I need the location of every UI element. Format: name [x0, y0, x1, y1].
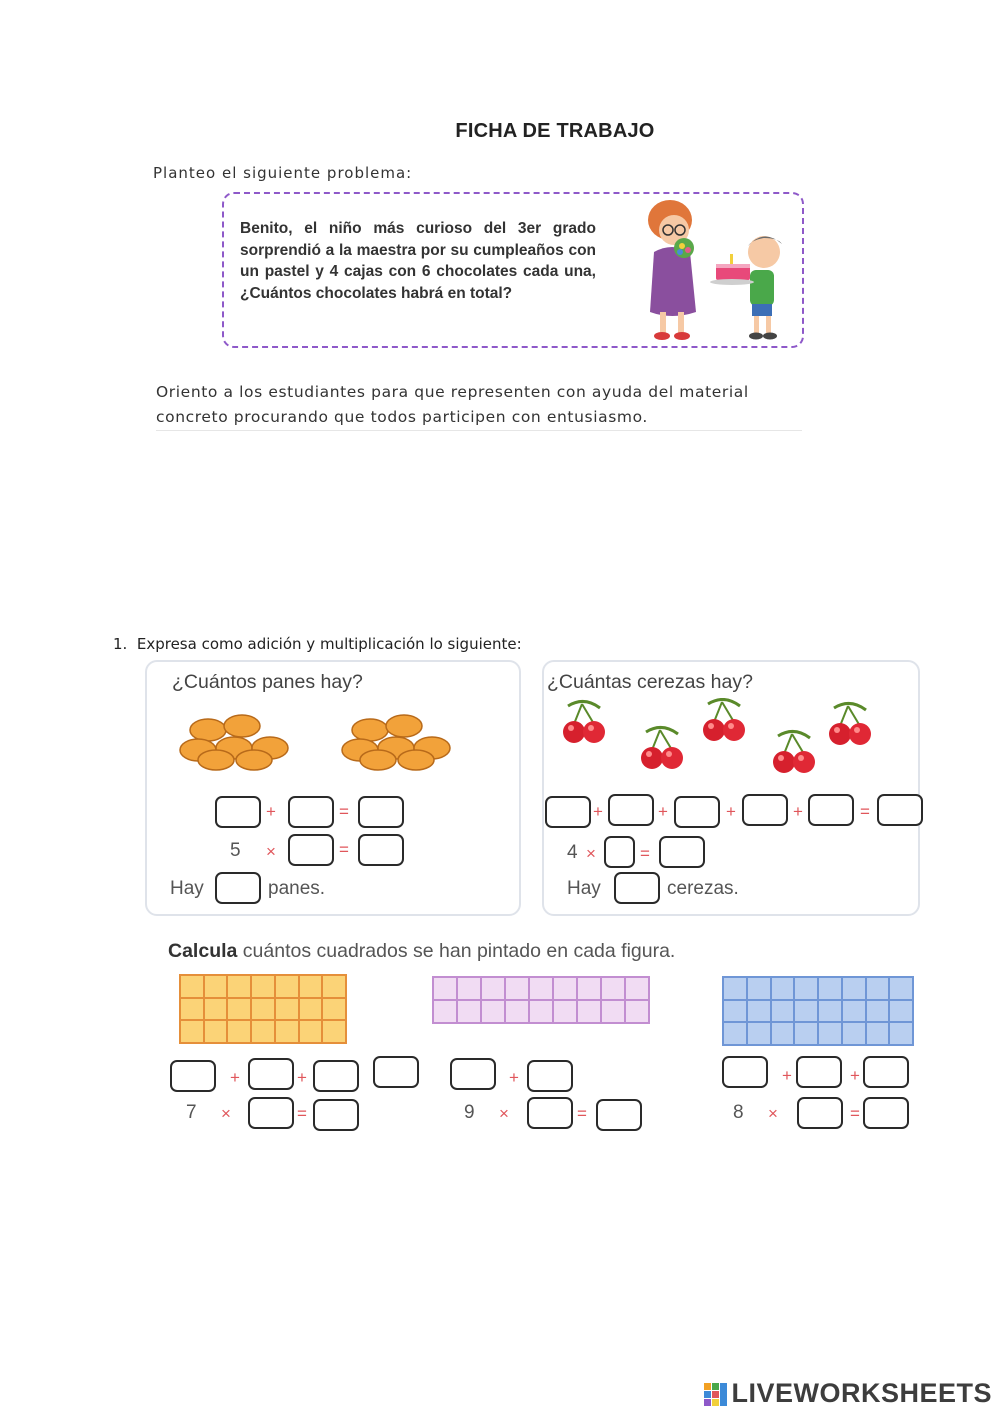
grid-square [842, 1000, 866, 1023]
logo-text: LIVEWORKSHEETS [731, 1378, 992, 1408]
grid-square [577, 1000, 601, 1023]
equals-sign: = [297, 1104, 307, 1123]
teacher-birthday-illustration [632, 194, 802, 346]
cerezas-addend-4-box[interactable] [742, 794, 788, 826]
grid-square [204, 998, 228, 1021]
figure-2-product-box[interactable] [596, 1099, 642, 1131]
question-text: Expresa como adición y multiplicación lo siguiente: [136, 635, 522, 653]
cerezas-factor: 4 [567, 842, 578, 863]
figure-3-addend-2-box[interactable] [796, 1056, 842, 1088]
figure-2-factor: 9 [464, 1102, 475, 1123]
figure-1-sum-box[interactable] [373, 1056, 419, 1088]
panes-sum-box[interactable] [358, 796, 404, 828]
grid-square [457, 977, 481, 1000]
grid-square [529, 977, 553, 1000]
times-sign: × [221, 1104, 231, 1123]
calcula-instruction [168, 940, 675, 963]
figure-2-addend-1-box[interactable] [450, 1058, 496, 1090]
figure-3-addend-1-box[interactable] [722, 1056, 768, 1088]
cerezas-sum-box[interactable] [877, 794, 923, 826]
bread-group-2 [340, 712, 460, 774]
figure-1-product-box[interactable] [313, 1099, 359, 1131]
plus-sign: + [509, 1068, 519, 1087]
grid-square [299, 975, 323, 998]
grid-square [505, 1000, 529, 1023]
times-sign: × [266, 842, 276, 861]
grid-square [227, 975, 251, 998]
boy-shirt [750, 270, 774, 306]
panes-multiplier-box[interactable] [288, 834, 334, 866]
plus-sign: + [726, 802, 736, 821]
equals-sign: = [860, 802, 870, 821]
plus-sign: + [850, 1066, 860, 1085]
panes-factor: 5 [230, 840, 241, 861]
question-number: 1. [113, 635, 128, 653]
panes-title: ¿Cuántos panes hay? [172, 671, 363, 693]
cerezas-addend-5-box[interactable] [808, 794, 854, 826]
equals-sign: = [339, 802, 349, 821]
grid-square [322, 1020, 346, 1043]
figure-1-factor: 7 [186, 1102, 197, 1123]
grid-square [505, 977, 529, 1000]
grid-square [794, 1000, 818, 1023]
cerezas-product-box[interactable] [659, 836, 705, 868]
plus-sign: + [266, 802, 276, 821]
calcula-bold: Calcula [168, 940, 238, 962]
grid-square [251, 1020, 275, 1043]
grid-square [481, 977, 505, 1000]
page-title: FICHA DE TRABAJO [455, 120, 655, 142]
grid-square [251, 998, 275, 1021]
grid-square [794, 977, 818, 1000]
question-1 [113, 635, 522, 653]
grid-square [771, 1022, 795, 1045]
panes-addend-1-box[interactable] [215, 796, 261, 828]
cerezas-total-box[interactable] [614, 872, 660, 904]
panes-unit-label: panes. [268, 878, 326, 899]
figure-1-multiplier-box[interactable] [248, 1097, 294, 1129]
figure-1-addend-2-box[interactable] [248, 1058, 294, 1090]
grid-square [481, 1000, 505, 1023]
grid-square [866, 1000, 890, 1023]
cerezas-unit-label: cerezas. [667, 878, 739, 899]
times-sign: × [499, 1104, 509, 1123]
grid-square [625, 977, 649, 1000]
grid-square [771, 977, 795, 1000]
figure-1-addend-3-box[interactable] [313, 1060, 359, 1092]
plus-sign: + [593, 802, 603, 821]
orientation-line-2: concreto procurando que todos participen con entusiasmo. [156, 408, 648, 426]
plus-sign: + [658, 802, 668, 821]
figure-2-grid [432, 976, 650, 1024]
cherry-pair [641, 727, 683, 769]
cerezas-addend-1-box[interactable] [545, 796, 591, 828]
grid-square [180, 998, 204, 1021]
grid-square [204, 975, 228, 998]
grid-square [842, 1022, 866, 1045]
grid-square [322, 998, 346, 1021]
grid-square [625, 1000, 649, 1023]
equals-sign: = [577, 1104, 587, 1123]
grid-square [275, 998, 299, 1021]
plus-sign: + [230, 1068, 240, 1087]
grid-square [275, 975, 299, 998]
grid-square [204, 1020, 228, 1043]
grid-square [818, 1000, 842, 1023]
grid-square [227, 998, 251, 1021]
grid-square [180, 975, 204, 998]
grid-square [842, 977, 866, 1000]
liveworksheets-logo-icon [703, 1381, 729, 1407]
grid-square [889, 977, 913, 1000]
orientation-text [156, 380, 818, 430]
panes-total-box[interactable] [215, 872, 261, 904]
panes-addend-2-box[interactable] [288, 796, 334, 828]
intro-text: Planteo el siguiente problema: [153, 164, 413, 182]
plus-sign: + [297, 1068, 307, 1087]
grid-square [889, 1000, 913, 1023]
cherry-pair [563, 701, 605, 743]
figure-1-addend-1-box[interactable] [170, 1060, 216, 1092]
figure-2-multiplier-box[interactable] [527, 1097, 573, 1129]
grid-square [723, 1000, 747, 1023]
cherry-pair [773, 731, 815, 773]
times-sign: × [768, 1104, 778, 1123]
grid-square [457, 1000, 481, 1023]
grid-square [747, 977, 771, 1000]
calcula-rest: cuántos cuadrados se han pintado en cada figura. [237, 940, 676, 962]
grid-square [889, 1022, 913, 1045]
grid-square [227, 1020, 251, 1043]
cherries-illustration [558, 698, 906, 784]
grid-square [251, 975, 275, 998]
grid-square [866, 977, 890, 1000]
divider [156, 430, 802, 431]
grid-square [818, 1022, 842, 1045]
panes-hay-label: Hay [170, 878, 204, 899]
grid-square [433, 977, 457, 1000]
boy-face [748, 236, 780, 268]
panes-product-box[interactable] [358, 834, 404, 866]
grid-square [275, 1020, 299, 1043]
grid-square [818, 977, 842, 1000]
bread-group-1 [178, 712, 298, 774]
grid-square [601, 1000, 625, 1023]
grid-square [794, 1022, 818, 1045]
grid-square [322, 975, 346, 998]
teacher-dress [650, 247, 696, 316]
grid-square [866, 1022, 890, 1045]
grid-square [299, 998, 323, 1021]
times-sign: × [586, 844, 596, 863]
plus-sign: + [793, 802, 803, 821]
grid-square [747, 1022, 771, 1045]
figure-3-multiplier-box[interactable] [797, 1097, 843, 1129]
figure-3-grid [722, 976, 914, 1046]
grid-square [180, 1020, 204, 1043]
figure-3-product-box[interactable] [863, 1097, 909, 1129]
grid-square [433, 1000, 457, 1023]
figure-3-sum-box[interactable] [863, 1056, 909, 1088]
equals-sign: = [339, 840, 349, 859]
cerezas-hay-label: Hay [567, 878, 601, 899]
grid-square [553, 977, 577, 1000]
grid-square [723, 977, 747, 1000]
grid-square [529, 1000, 553, 1023]
grid-square [601, 977, 625, 1000]
figure-1-grid [179, 974, 347, 1044]
grid-square [553, 1000, 577, 1023]
grid-square [723, 1022, 747, 1045]
liveworksheets-logo [703, 1378, 992, 1409]
cherry-pair [703, 699, 745, 741]
equals-sign: = [850, 1104, 860, 1123]
equals-sign: = [640, 844, 650, 863]
cherry-pair [829, 703, 871, 745]
grid-square [771, 1000, 795, 1023]
grid-square [299, 1020, 323, 1043]
plus-sign: + [782, 1066, 792, 1085]
grid-square [747, 1000, 771, 1023]
orientation-line-1: Oriento a los estudiantes para que representen con ayuda del material [156, 383, 749, 401]
grid-square [577, 977, 601, 1000]
cerezas-multiplier-box[interactable] [604, 836, 635, 868]
cerezas-title: ¿Cuántas cerezas hay? [547, 671, 753, 693]
figure-3-factor: 8 [733, 1102, 744, 1123]
cerezas-addend-3-box[interactable] [674, 796, 720, 828]
figure-2-sum-box[interactable] [527, 1060, 573, 1092]
problem-text: Benito, el niño más curioso del 3er grado sorprendió a la maestra por su cumpleaños con un pastel y 4 cajas con 6 chocolates cada una, ¿Cuántos chocolates habrá en total? [240, 220, 596, 302]
cerezas-addend-2-box[interactable] [608, 794, 654, 826]
